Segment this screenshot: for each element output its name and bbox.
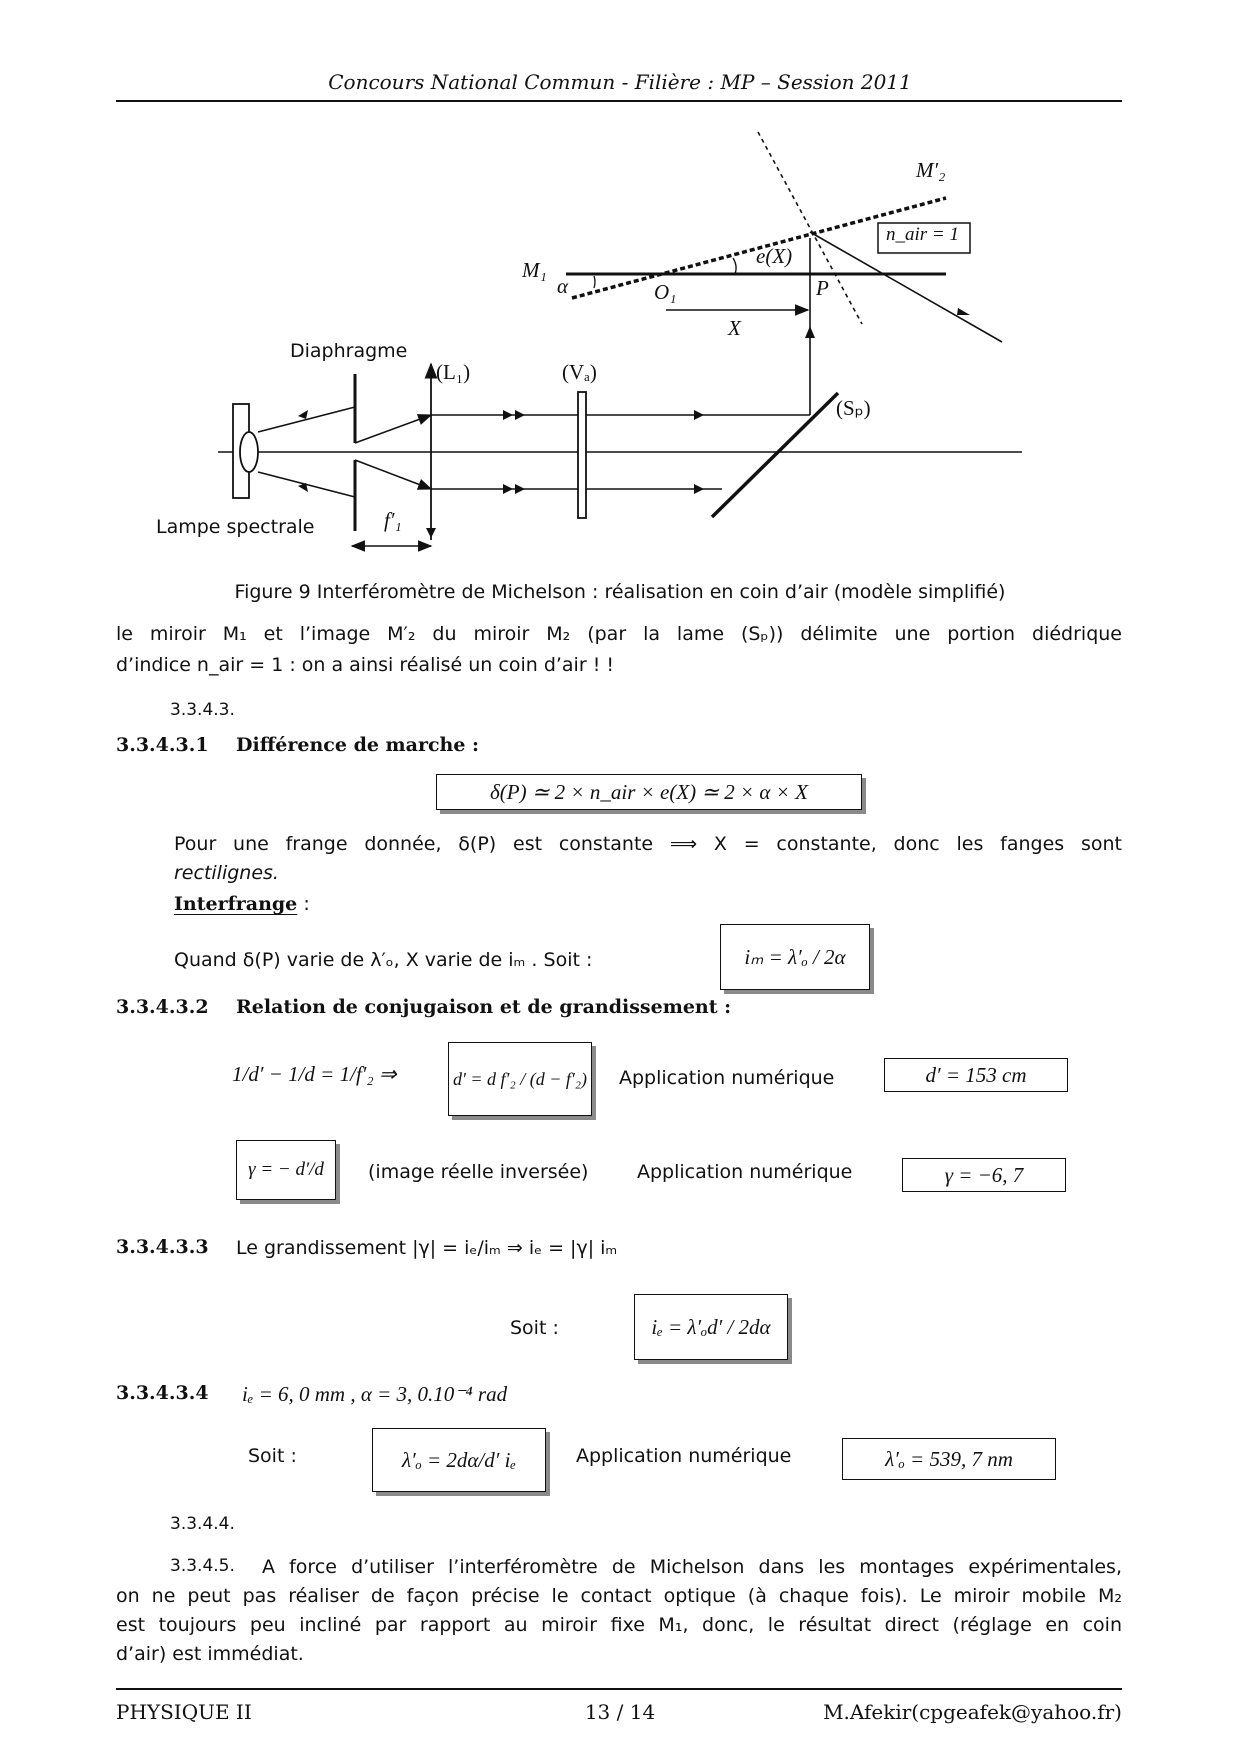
label-va: (Vₐ) [562, 360, 597, 384]
label-l1: (L₁) [436, 360, 471, 384]
footer-page: 13 / 14 [584, 1700, 656, 1724]
footer-left: PHYSIQUE II [116, 1700, 252, 1724]
label-sp: (Sₚ) [836, 396, 871, 420]
numeric-data: iₑ = 6, 0 mm , α = 3, 0.10⁻⁴ rad [242, 1382, 508, 1406]
arrow-lamp-upper [298, 410, 308, 419]
soit-label-1: Soit : [510, 1317, 559, 1339]
lens-l1-bottom-arrow [426, 528, 436, 538]
section-3343-number: 3.3.4.3. [170, 700, 235, 720]
formula-d-prime: d′ = d f′₂ / (d − f′₂) [448, 1042, 592, 1116]
lamp-bulb [240, 432, 258, 472]
ray-lamp-upper [258, 407, 355, 432]
footer-rule [116, 1688, 1122, 1690]
image-note: (image réelle inversée) [368, 1161, 589, 1183]
label-diaphragme: Diaphragme [290, 340, 408, 362]
ray-lamp-lower [258, 472, 355, 497]
label-x: X [728, 316, 741, 340]
arrow-upper-2 [694, 410, 704, 420]
ray-diaph-lower [355, 460, 431, 489]
label-nair: n_air = 1 [886, 224, 959, 245]
arrow-outgoing [957, 308, 970, 315]
frange-line-1: Pour une frange donnée, δ(P) est constante ⟹ X = constante, donc les fanges sont [174, 833, 1122, 855]
footer-right: M.Afekir(cpgeafek@yahoo.fr) [823, 1700, 1122, 1724]
app-num-1: Application numérique [619, 1067, 835, 1089]
value-gamma: γ = −6, 7 [902, 1158, 1066, 1192]
label-p: P [816, 276, 829, 300]
grandissement-text: Le grandissement |γ| = iₑ/iₘ ⇒ iₑ = |γ| iₘ [236, 1237, 618, 1259]
formula-ie: iₑ = λ′ₒd′ / 2dα [634, 1294, 788, 1360]
arrow-vertical [805, 326, 815, 338]
label-alpha: α [557, 274, 569, 298]
plate-va [578, 392, 586, 518]
section-33431-title: Différence de marche : [236, 734, 480, 756]
interfrange-label: Interfrange [174, 893, 298, 915]
section-33434-number: 3.3.4.3.4 [116, 1382, 209, 1404]
para-3345-line-3: est toujours peu incliné par rapport au miroir fixe M₁, donc, le résultat direct (réglage en coin [116, 1614, 1122, 1636]
label-lampe: Lampe spectrale [156, 516, 315, 538]
arrow-lower-2 [694, 484, 704, 494]
value-d-prime: d′ = 153 cm [884, 1058, 1068, 1092]
para-3345-line-1: A force d’utiliser l’interféromètre de Michelson dans les montages expérimentales, [262, 1556, 1122, 1578]
section-33432-number: 3.3.4.3.2 [116, 996, 209, 1018]
soit-label-2: Soit : [248, 1445, 297, 1467]
ray-diaph-upper [355, 415, 431, 443]
interfrange-colon: : [303, 893, 310, 915]
michelson-figure [0, 0, 1240, 560]
formula-gamma: γ = − d′/d [236, 1140, 336, 1200]
section-3345-number: 3.3.4.5. [170, 1556, 235, 1576]
para-3345-line-4: d’air) est immédiat. [116, 1643, 304, 1665]
value-lambda: λ′ₒ = 539, 7 nm [842, 1438, 1056, 1480]
section-33433-number: 3.3.4.3.3 [116, 1236, 209, 1258]
app-num-3: Application numérique [576, 1445, 792, 1467]
interfrange-heading [174, 890, 310, 919]
section-3344-number: 3.3.4.4. [170, 1514, 235, 1534]
angle-arc-ex [733, 258, 736, 274]
formula-path-difference: δ(P) ≃ 2 × n_air × e(X) ≃ 2 × α × X [436, 774, 862, 810]
formula-lambda: λ′ₒ = 2dα/d′ iₑ [372, 1428, 546, 1492]
angle-arc-alpha [594, 276, 595, 288]
label-o1: O₁ [654, 280, 677, 304]
quand-text: Quand δ(P) varie de λ′ₒ, X varie de iₘ . Soit : [174, 949, 593, 971]
label-m2-image: M′₂ [916, 158, 946, 182]
figure-caption: Figure 9 Interféromètre de Michelson : réalisation en coin d’air (modèle simplifié) [234, 581, 1006, 603]
header-title: Concours National Commun - Filière : MP – Session 2011 [328, 70, 912, 94]
formula-interfrange: iₘ = λ′ₒ / 2α [720, 924, 870, 990]
conjugation-relation: 1/d′ − 1/d = 1/f′₂ ⇒ [232, 1062, 397, 1086]
separator-sp [712, 393, 838, 517]
label-ex: e(X) [756, 244, 793, 268]
label-m1: M₁ [522, 258, 547, 282]
intro-line-2: d’indice n_air = 1 : on a ainsi réalisé un coin d’air ! ! [116, 654, 614, 676]
section-33431-number: 3.3.4.3.1 [116, 734, 209, 756]
label-f1: f′₁ [384, 508, 402, 532]
frange-line-2: rectilignes. [174, 862, 279, 884]
app-num-2: Application numérique [637, 1161, 853, 1183]
intro-line-1: le miroir M₁ et l’image M′₂ du miroir M₂ (par la lame (Sₚ)) délimite une portion diédrique [116, 623, 1122, 645]
para-3345-line-2: on ne peut pas réaliser de façon précise le contact optique (à chaque fois). Le miroir mobile M₂ [116, 1585, 1122, 1607]
section-33432-title: Relation de conjugaison et de grandissement : [236, 996, 732, 1018]
